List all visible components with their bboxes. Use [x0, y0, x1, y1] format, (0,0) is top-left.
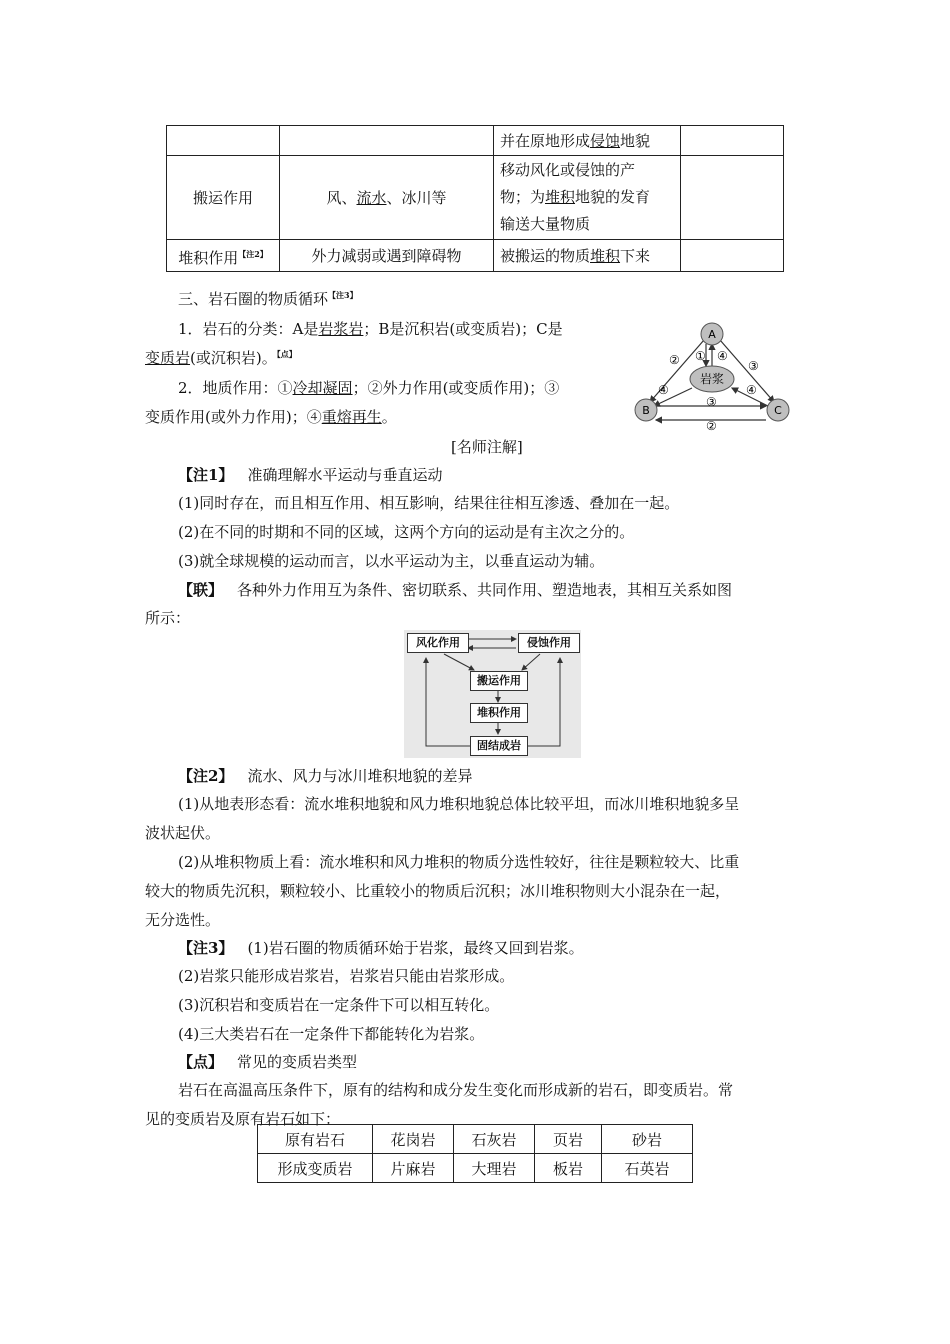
table-cell: 花岗岩 [373, 1125, 454, 1154]
flow-box-transport: 搬运作用 [470, 671, 528, 691]
flow-box-erosion: 侵蚀作用 [518, 633, 580, 653]
table-row [258, 1125, 693, 1154]
table-cell: 移动风化或侵蚀的产 物；为堆积地貌的发育 输送大量物质 [494, 156, 681, 240]
table-cell: 被搬运的物质堆积下来 [494, 240, 681, 272]
rock-cycle-diagram [628, 322, 794, 432]
table-cell: 片麻岩 [373, 1154, 454, 1183]
table-row [167, 240, 784, 272]
table-cell: 搬运作用 [167, 156, 280, 240]
table-row [258, 1154, 693, 1183]
table-cell: 页岩 [535, 1125, 602, 1154]
table-cell: 砂岩 [602, 1125, 693, 1154]
flow-box-lithification: 固结成岩 [470, 736, 528, 756]
table-cell: 板岩 [535, 1154, 602, 1183]
table-cell: 大理岩 [454, 1154, 535, 1183]
table-row [167, 156, 784, 240]
section-heading: 三、岩石圈的物质循环$^{【注3】}$ [178, 290, 358, 308]
arrow-label-3: ③ [748, 359, 759, 373]
arrow-label-4c: ④ [746, 383, 757, 397]
table-cell: 石灰岩 [454, 1125, 535, 1154]
table-cell: 石英岩 [602, 1154, 693, 1183]
arrow-label-3b: ③ [706, 395, 717, 409]
node-c-label: C [774, 404, 782, 417]
table-row [167, 126, 784, 156]
notes-heading: [名师注解] [451, 438, 523, 456]
node-a-label: A [708, 328, 716, 341]
table-cell: 风、流水、冰川等 [280, 156, 494, 240]
table-cell: 形成变质岩 [258, 1154, 373, 1183]
arrow-label-1: ① [695, 349, 706, 363]
table-cell: 外力减弱或遇到障碍物 [280, 240, 494, 272]
arrow-label-4b: ④ [658, 383, 669, 397]
metamorphic-rock-table [257, 1124, 693, 1183]
flow-box-deposition: 堆积作用 [470, 703, 528, 723]
arrow-label-4: ④ [717, 349, 728, 363]
external-forces-flowchart [404, 630, 581, 758]
flow-box-weathering: 风化作用 [407, 633, 469, 653]
arrow-label-2b: ② [706, 419, 717, 432]
magma-label: 岩浆 [699, 372, 725, 386]
node-b-label: B [642, 404, 650, 417]
table-cell: 并在原地形成侵蚀地貌 [494, 126, 681, 156]
geology-process-table [166, 125, 784, 272]
table-cell: 原有岩石 [258, 1125, 373, 1154]
table-cell: 堆积作用$^{【注2】}$ [167, 240, 280, 272]
arrow-label-2: ② [669, 353, 680, 367]
